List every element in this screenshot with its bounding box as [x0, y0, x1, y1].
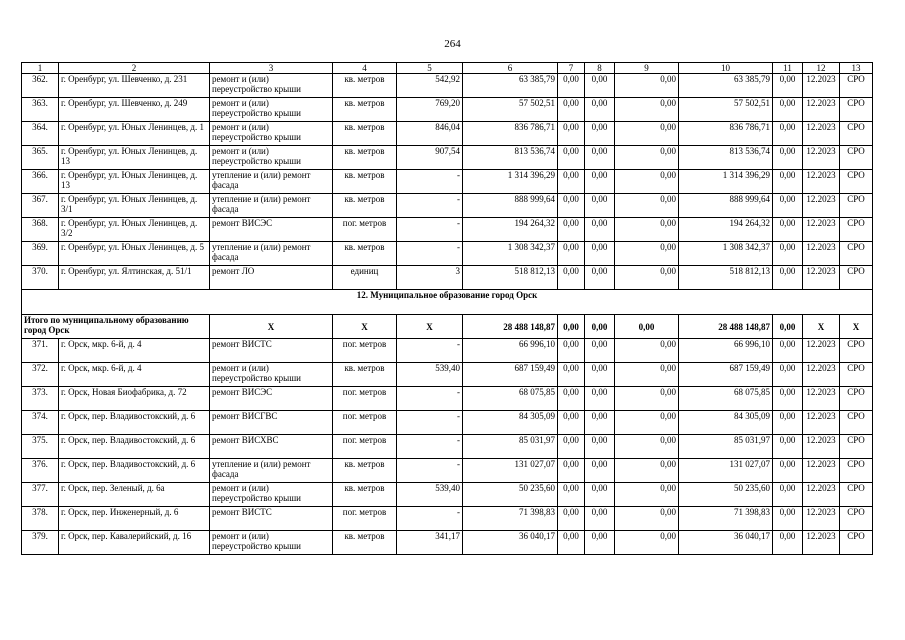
amount-cell: 0,00 — [773, 435, 803, 459]
amount-cell: 0,00 — [773, 411, 803, 435]
row-number: 367. — [22, 194, 59, 218]
amount-cell: 0,00 — [773, 339, 803, 363]
amount-cell: 194 264,32 — [679, 218, 773, 242]
amount-cell: 0,00 — [558, 363, 585, 387]
amount-cell: 0,00 — [615, 98, 679, 122]
address-cell: г. Оренбург, ул. Юных Ленинцев, д. 1 — [59, 122, 210, 146]
total-cell: X — [210, 315, 333, 339]
cost-cell: 836 786,71 — [463, 122, 558, 146]
amount-cell: 0,00 — [585, 218, 615, 242]
amount-cell: 836 786,71 — [679, 122, 773, 146]
amount-cell: 71 398,83 — [679, 507, 773, 531]
amount-cell: 0,00 — [615, 242, 679, 266]
quantity-cell: - — [397, 242, 463, 266]
quantity-cell: - — [397, 411, 463, 435]
address-cell: г. Оренбург, ул. Юных Ленинцев, д. 3/1 — [59, 194, 210, 218]
amount-cell: 0,00 — [615, 507, 679, 531]
amount-cell: 0,00 — [615, 387, 679, 411]
amount-cell: 0,00 — [558, 242, 585, 266]
unit-cell: кв. метров — [333, 122, 397, 146]
amount-cell: 0,00 — [615, 218, 679, 242]
table-row — [22, 266, 873, 290]
amount-cell: 0,00 — [773, 242, 803, 266]
table-row — [22, 531, 873, 555]
source-cell: СРО — [840, 483, 873, 507]
work-type-cell: ремонт ВИСТС — [210, 339, 333, 363]
amount-cell: 0,00 — [773, 387, 803, 411]
source-cell: СРО — [840, 266, 873, 290]
work-type-cell: утепление и (или) ремонт фасада — [210, 194, 333, 218]
amount-cell: 0,00 — [615, 339, 679, 363]
work-type-cell: ремонт и (или) переустройство крыши — [210, 531, 333, 555]
row-number: 377. — [22, 483, 59, 507]
date-cell: 12.2023 — [803, 242, 840, 266]
source-cell: СРО — [840, 170, 873, 194]
row-number: 379. — [22, 531, 59, 555]
amount-cell: 0,00 — [773, 459, 803, 483]
source-cell: СРО — [840, 218, 873, 242]
column-header: 3 — [210, 63, 333, 74]
quantity-cell: 3 — [397, 266, 463, 290]
cost-cell: 63 385,79 — [463, 74, 558, 98]
work-type-cell: ремонт и (или) переустройство крыши — [210, 483, 333, 507]
column-header: 2 — [59, 63, 210, 74]
row-number: 369. — [22, 242, 59, 266]
amount-cell: 0,00 — [558, 411, 585, 435]
address-cell: г. Орск, мкр. 6-й, д. 4 — [59, 339, 210, 363]
amount-cell: 0,00 — [615, 146, 679, 170]
date-cell: 12.2023 — [803, 74, 840, 98]
amount-cell: 1 314 396,29 — [679, 170, 773, 194]
quantity-cell: - — [397, 339, 463, 363]
row-number: 374. — [22, 411, 59, 435]
unit-cell: единиц — [333, 266, 397, 290]
amount-cell: 0,00 — [773, 194, 803, 218]
amount-cell: 0,00 — [585, 339, 615, 363]
cost-cell: 194 264,32 — [463, 218, 558, 242]
work-type-cell: ремонт ВИСЭС — [210, 218, 333, 242]
header-row — [22, 63, 873, 74]
amount-cell: 0,00 — [558, 483, 585, 507]
work-type-cell: ремонт и (или) переустройство крыши — [210, 146, 333, 170]
source-cell: СРО — [840, 531, 873, 555]
table-row — [22, 218, 873, 242]
address-cell: г. Оренбург, ул. Ялтинская, д. 51/1 — [59, 266, 210, 290]
date-cell: 12.2023 — [803, 459, 840, 483]
amount-cell: 0,00 — [585, 387, 615, 411]
unit-cell: пог. метров — [333, 507, 397, 531]
address-cell: г. Оренбург, ул. Юных Ленинцев, д. 13 — [59, 170, 210, 194]
quantity-cell: - — [397, 507, 463, 531]
total-cell: 0,00 — [558, 315, 585, 339]
source-cell: СРО — [840, 363, 873, 387]
unit-cell: кв. метров — [333, 531, 397, 555]
date-cell: 12.2023 — [803, 531, 840, 555]
amount-cell: 0,00 — [773, 531, 803, 555]
amount-cell: 0,00 — [585, 194, 615, 218]
address-cell: г. Орск, пер. Инженерный, д. 6 — [59, 507, 210, 531]
amount-cell: 0,00 — [773, 146, 803, 170]
repair-plan-table — [21, 62, 873, 555]
total-cell: X — [333, 315, 397, 339]
amount-cell: 0,00 — [558, 170, 585, 194]
table-row — [22, 170, 873, 194]
unit-cell: пог. метров — [333, 387, 397, 411]
quantity-cell: - — [397, 218, 463, 242]
column-header: 12 — [803, 63, 840, 74]
cost-cell: 50 235,60 — [463, 483, 558, 507]
cost-cell: 71 398,83 — [463, 507, 558, 531]
amount-cell: 0,00 — [773, 218, 803, 242]
amount-cell: 0,00 — [558, 146, 585, 170]
amount-cell: 0,00 — [773, 507, 803, 531]
cost-cell: 1 314 396,29 — [463, 170, 558, 194]
table-row — [22, 411, 873, 435]
quantity-cell: 769,20 — [397, 98, 463, 122]
address-cell: г. Орск, пер. Владивостокский, д. 6 — [59, 411, 210, 435]
amount-cell: 0,00 — [585, 483, 615, 507]
date-cell: 12.2023 — [803, 411, 840, 435]
amount-cell: 0,00 — [558, 387, 585, 411]
row-number: 371. — [22, 339, 59, 363]
column-header: 8 — [585, 63, 615, 74]
source-cell: СРО — [840, 146, 873, 170]
source-cell: СРО — [840, 411, 873, 435]
table-row — [22, 194, 873, 218]
total-cell: 28 488 148,87 — [679, 315, 773, 339]
source-cell: СРО — [840, 242, 873, 266]
amount-cell: 1 308 342,37 — [679, 242, 773, 266]
unit-cell: кв. метров — [333, 74, 397, 98]
amount-cell: 0,00 — [558, 122, 585, 146]
amount-cell: 63 385,79 — [679, 74, 773, 98]
work-type-cell: ремонт и (или) переустройство крыши — [210, 74, 333, 98]
date-cell: 12.2023 — [803, 435, 840, 459]
source-cell: СРО — [840, 74, 873, 98]
amount-cell: 0,00 — [585, 435, 615, 459]
column-header: 5 — [397, 63, 463, 74]
work-type-cell: ремонт ВИСХВС — [210, 435, 333, 459]
amount-cell: 0,00 — [615, 194, 679, 218]
date-cell: 12.2023 — [803, 339, 840, 363]
table-row — [22, 363, 873, 387]
column-header: 7 — [558, 63, 585, 74]
cost-cell: 888 999,64 — [463, 194, 558, 218]
amount-cell: 0,00 — [585, 266, 615, 290]
table-row — [22, 459, 873, 483]
amount-cell: 50 235,60 — [679, 483, 773, 507]
total-cell: 0,00 — [615, 315, 679, 339]
address-cell: г. Орск, Новая Биофабрика, д. 72 — [59, 387, 210, 411]
source-cell: СРО — [840, 507, 873, 531]
cost-cell: 518 812,13 — [463, 266, 558, 290]
table-row — [22, 387, 873, 411]
amount-cell: 0,00 — [585, 507, 615, 531]
amount-cell: 85 031,97 — [679, 435, 773, 459]
amount-cell: 0,00 — [615, 170, 679, 194]
quantity-cell: - — [397, 459, 463, 483]
amount-cell: 0,00 — [615, 483, 679, 507]
amount-cell: 0,00 — [585, 170, 615, 194]
column-header: 4 — [333, 63, 397, 74]
unit-cell: кв. метров — [333, 242, 397, 266]
table-row — [22, 98, 873, 122]
total-label: Итого по муниципальному образованию город Орск — [22, 315, 210, 339]
amount-cell: 0,00 — [773, 74, 803, 98]
work-type-cell: ремонт и (или) переустройство крыши — [210, 363, 333, 387]
quantity-cell: 542,92 — [397, 74, 463, 98]
amount-cell: 0,00 — [558, 507, 585, 531]
date-cell: 12.2023 — [803, 266, 840, 290]
amount-cell: 813 536,74 — [679, 146, 773, 170]
amount-cell: 0,00 — [585, 459, 615, 483]
cost-cell: 36 040,17 — [463, 531, 558, 555]
work-type-cell: ремонт и (или) переустройство крыши — [210, 98, 333, 122]
row-number: 378. — [22, 507, 59, 531]
address-cell: г. Орск, пер. Владивостокский, д. 6 — [59, 459, 210, 483]
unit-cell: пог. метров — [333, 435, 397, 459]
column-header: 11 — [773, 63, 803, 74]
column-header: 6 — [463, 63, 558, 74]
table-row — [22, 339, 873, 363]
address-cell: г. Орск, пер. Владивостокский, д. 6 — [59, 435, 210, 459]
section-header-row — [22, 290, 873, 315]
amount-cell: 57 502,51 — [679, 98, 773, 122]
table-row — [22, 146, 873, 170]
unit-cell: кв. метров — [333, 146, 397, 170]
amount-cell: 0,00 — [615, 363, 679, 387]
amount-cell: 0,00 — [585, 363, 615, 387]
source-cell: СРО — [840, 194, 873, 218]
address-cell: г. Оренбург, ул. Шевченко, д. 249 — [59, 98, 210, 122]
unit-cell: кв. метров — [333, 363, 397, 387]
unit-cell: пог. метров — [333, 339, 397, 363]
row-number: 375. — [22, 435, 59, 459]
row-number: 368. — [22, 218, 59, 242]
work-type-cell: утепление и (или) ремонт фасада — [210, 242, 333, 266]
quantity-cell: 341,17 — [397, 531, 463, 555]
source-cell: СРО — [840, 98, 873, 122]
amount-cell: 0,00 — [585, 146, 615, 170]
amount-cell: 0,00 — [615, 122, 679, 146]
total-cell: 0,00 — [585, 315, 615, 339]
amount-cell: 0,00 — [558, 531, 585, 555]
quantity-cell: - — [397, 170, 463, 194]
row-number: 363. — [22, 98, 59, 122]
date-cell: 12.2023 — [803, 218, 840, 242]
unit-cell: кв. метров — [333, 98, 397, 122]
amount-cell: 0,00 — [615, 459, 679, 483]
amount-cell: 0,00 — [558, 459, 585, 483]
work-type-cell: ремонт ВИСЭС — [210, 387, 333, 411]
row-number: 372. — [22, 363, 59, 387]
row-number: 362. — [22, 74, 59, 98]
amount-cell: 0,00 — [585, 74, 615, 98]
amount-cell: 0,00 — [558, 98, 585, 122]
table-row — [22, 435, 873, 459]
cost-cell: 66 996,10 — [463, 339, 558, 363]
row-number: 376. — [22, 459, 59, 483]
amount-cell: 888 999,64 — [679, 194, 773, 218]
section-title: 12. Муниципальное образование город Орск — [22, 290, 873, 315]
amount-cell: 687 159,49 — [679, 363, 773, 387]
table-row — [22, 483, 873, 507]
amount-cell: 0,00 — [773, 122, 803, 146]
quantity-cell: 539,40 — [397, 363, 463, 387]
address-cell: г. Орск, пер. Кавалерийский, д. 16 — [59, 531, 210, 555]
unit-cell: кв. метров — [333, 170, 397, 194]
amount-cell: 0,00 — [773, 170, 803, 194]
date-cell: 12.2023 — [803, 387, 840, 411]
amount-cell: 0,00 — [585, 411, 615, 435]
row-number: 365. — [22, 146, 59, 170]
row-number: 364. — [22, 122, 59, 146]
amount-cell: 36 040,17 — [679, 531, 773, 555]
total-cost: 28 488 148,87 — [463, 315, 558, 339]
row-number: 366. — [22, 170, 59, 194]
table-row — [22, 242, 873, 266]
quantity-cell: - — [397, 387, 463, 411]
address-cell: г. Орск, пер. Зеленый, д. 6а — [59, 483, 210, 507]
address-cell: г. Оренбург, ул. Юных Ленинцев, д. 13 — [59, 146, 210, 170]
work-type-cell: утепление и (или) ремонт фасада — [210, 170, 333, 194]
table-row — [22, 122, 873, 146]
amount-cell: 0,00 — [558, 339, 585, 363]
cost-cell: 687 159,49 — [463, 363, 558, 387]
table-row — [22, 507, 873, 531]
row-number: 373. — [22, 387, 59, 411]
cost-cell: 84 305,09 — [463, 411, 558, 435]
cost-cell: 131 027,07 — [463, 459, 558, 483]
date-cell: 12.2023 — [803, 363, 840, 387]
amount-cell: 0,00 — [615, 74, 679, 98]
amount-cell: 84 305,09 — [679, 411, 773, 435]
quantity-cell: 846,04 — [397, 122, 463, 146]
date-cell: 12.2023 — [803, 483, 840, 507]
source-cell: СРО — [840, 435, 873, 459]
amount-cell: 0,00 — [558, 194, 585, 218]
amount-cell: 68 075,85 — [679, 387, 773, 411]
unit-cell: пог. метров — [333, 411, 397, 435]
source-cell: СРО — [840, 459, 873, 483]
total-row — [22, 315, 873, 339]
source-cell: СРО — [840, 339, 873, 363]
work-type-cell: ремонт ВИСГВС — [210, 411, 333, 435]
work-type-cell: ремонт ЛО — [210, 266, 333, 290]
date-cell: 12.2023 — [803, 146, 840, 170]
quantity-cell: 907,54 — [397, 146, 463, 170]
unit-cell: кв. метров — [333, 483, 397, 507]
amount-cell: 0,00 — [615, 435, 679, 459]
amount-cell: 0,00 — [558, 218, 585, 242]
column-header: 10 — [679, 63, 773, 74]
quantity-cell: - — [397, 194, 463, 218]
amount-cell: 0,00 — [615, 411, 679, 435]
date-cell: 12.2023 — [803, 98, 840, 122]
total-cell: 0,00 — [773, 315, 803, 339]
row-number: 370. — [22, 266, 59, 290]
total-cell: X — [840, 315, 873, 339]
amount-cell: 0,00 — [558, 74, 585, 98]
cost-cell: 813 536,74 — [463, 146, 558, 170]
column-header: 13 — [840, 63, 873, 74]
amount-cell: 0,00 — [585, 242, 615, 266]
amount-cell: 0,00 — [585, 122, 615, 146]
amount-cell: 0,00 — [773, 266, 803, 290]
column-header: 9 — [615, 63, 679, 74]
total-cell: X — [397, 315, 463, 339]
date-cell: 12.2023 — [803, 170, 840, 194]
cost-cell: 1 308 342,37 — [463, 242, 558, 266]
source-cell: СРО — [840, 122, 873, 146]
amount-cell: 0,00 — [773, 363, 803, 387]
amount-cell: 518 812,13 — [679, 266, 773, 290]
amount-cell: 0,00 — [585, 98, 615, 122]
amount-cell: 0,00 — [558, 435, 585, 459]
address-cell: г. Оренбург, ул. Шевченко, д. 231 — [59, 74, 210, 98]
work-type-cell: ремонт и (или) переустройство крыши — [210, 122, 333, 146]
column-header: 1 — [22, 63, 59, 74]
date-cell: 12.2023 — [803, 194, 840, 218]
amount-cell: 66 996,10 — [679, 339, 773, 363]
quantity-cell: 539,40 — [397, 483, 463, 507]
source-cell: СРО — [840, 387, 873, 411]
amount-cell: 131 027,07 — [679, 459, 773, 483]
amount-cell: 0,00 — [773, 98, 803, 122]
cost-cell: 68 075,85 — [463, 387, 558, 411]
date-cell: 12.2023 — [803, 122, 840, 146]
page-number: 264 — [444, 38, 461, 50]
cost-cell: 57 502,51 — [463, 98, 558, 122]
total-cell: X — [803, 315, 840, 339]
date-cell: 12.2023 — [803, 507, 840, 531]
unit-cell: пог. метров — [333, 218, 397, 242]
address-cell: г. Оренбург, ул. Юных Ленинцев, д. 5 — [59, 242, 210, 266]
work-type-cell: утепление и (или) ремонт фасада — [210, 459, 333, 483]
unit-cell: кв. метров — [333, 459, 397, 483]
amount-cell: 0,00 — [773, 483, 803, 507]
cost-cell: 85 031,97 — [463, 435, 558, 459]
table-row — [22, 74, 873, 98]
work-type-cell: ремонт ВИСТС — [210, 507, 333, 531]
address-cell: г. Орск, мкр. 6-й, д. 4 — [59, 363, 210, 387]
amount-cell: 0,00 — [585, 531, 615, 555]
quantity-cell: - — [397, 435, 463, 459]
amount-cell: 0,00 — [615, 531, 679, 555]
address-cell: г. Оренбург, ул. Юных Ленинцев, д. 3/2 — [59, 218, 210, 242]
amount-cell: 0,00 — [615, 266, 679, 290]
amount-cell: 0,00 — [558, 266, 585, 290]
unit-cell: кв. метров — [333, 194, 397, 218]
